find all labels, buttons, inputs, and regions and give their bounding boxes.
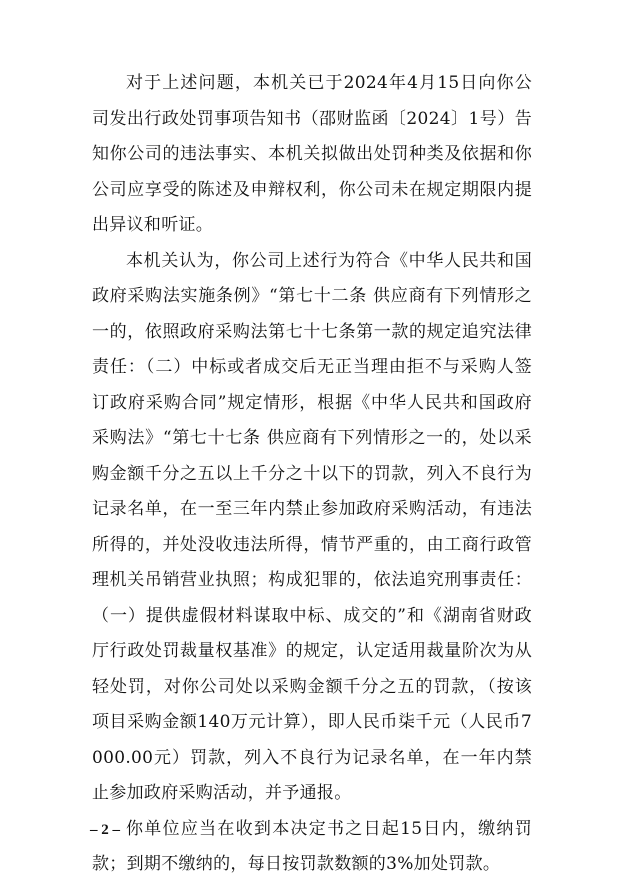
paragraph-payment-terms: 你单位应当在收到本决定书之日起15日内，缴纳罚款；到期不缴纳的，每日按罚款数额的3%加处罚款。 [92, 818, 532, 874]
document-body [92, 66, 532, 883]
paragraph-legal-basis: 本机关认为，你公司上述行为符合《中华人民共和国政府采购法实施条例》“第七十二条 供应商有下列情形之一的，依照政府采购法第七十七条第一款的规定追究法律责任：（二）中标或者成交后无正当理由拒不与采购人签订政府采购合同”规定情形，根据《中华人民共和国政府采购法》“第七十七条 供应商有下列情形之一的，处以采购金额千分之五以上千分之十以下的罚款，列入不良行为记录名单，在一至三年内禁止参加政府采购活动，有违法所得的，并处没收违法所得，情节严重的，由工商行政管理机关吊销营业执照；构成犯罪的，依法追究刑事责任：（一）提供虚假材料谋取中标、成交的”和《湖南省财政厅行政处罚裁量权基准》的规定，认定适用裁量阶次为从轻处罚，对你公司处以采购金额千分之五的罚款，（按该项目采购金额140万元计算），即人民币柒千元（人民币7000.00元）罚款，列入不良行为记录名单，在一年内禁止参加政府采购活动，并予通报。 [92, 250, 532, 803]
paragraph-notice-history: 对于上述问题，本机关已于2024年4月15日向你公司发出行政处罚事项告知书（邵财监函〔2024〕1号）告知你公司的违法事实、本机关拟做出处罚种类及依据和你公司应享受的陈述及申辩权利，你公司未在规定期限内提出异议和听证。 [92, 73, 532, 235]
page-number: – 2 – [90, 822, 120, 838]
